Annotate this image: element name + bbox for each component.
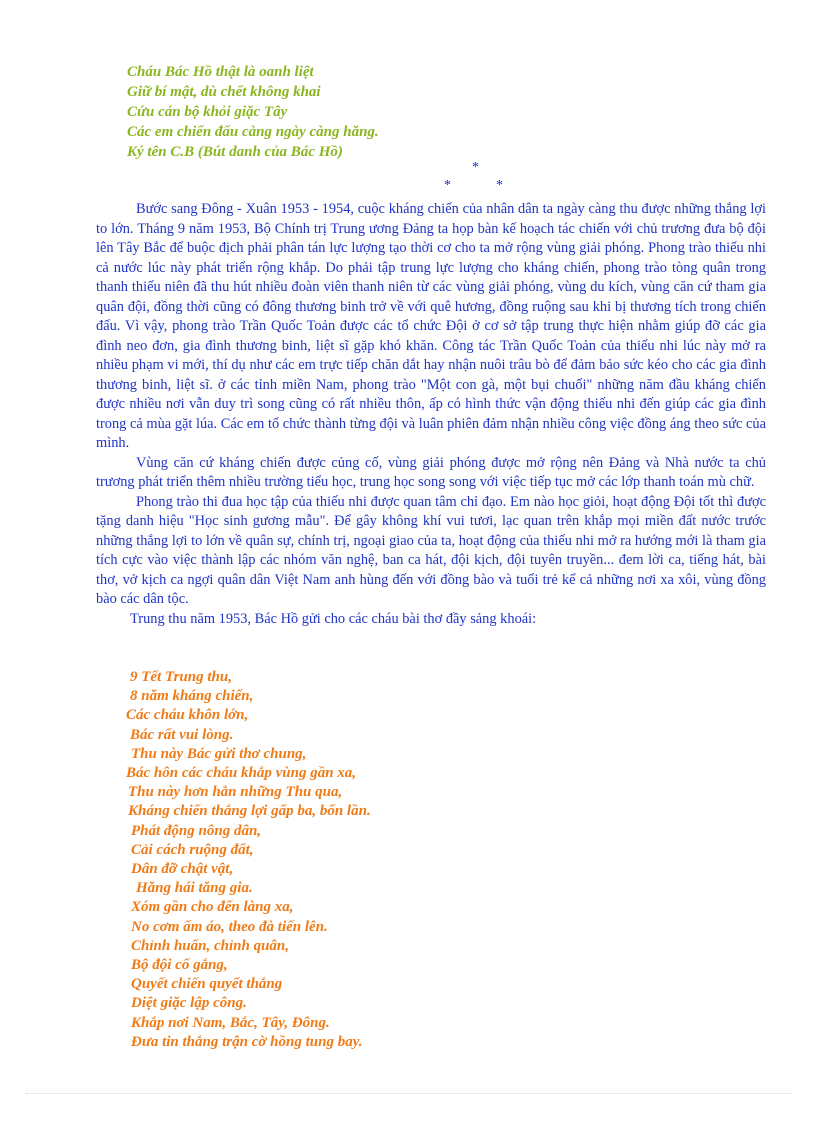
body-paragraph: Bước sang Đông - Xuân 1953 - 1954, cuộc kháng chiến của nhân dân ta ngày càng thu được những thắng lợi to lớn. Tháng 9 năm 1953, Bộ Chính trị Trung ương Đảng ta họp bàn kế hoạch tác chiến với chủ trương đưa bộ đội lên Tây Bắc để buộc địch phải phân tán lực lượng tạo thời cơ cho ta mở rộng vùng giải phóng. Phong trào thiếu nhi cả nước lúc này phát triển rộng khắp. Do phải tập trung lực lượng cho kháng chiến, phong trào tòng quân trong thanh thiếu niên đã thu hút nhiều đoàn viên thanh niên từ các vùng giải phóng, vùng du kích, vùng căn cứ tham gia quân đội, đồng thời cũng có đông thương binh trở về với quê hương, đồng ruộng sau khi bị thương tích trong chiến đấu. Vì vậy, phong trào Trần Quốc Toản được các tổ chức Đội ở cơ sở tập trung thực hiện nhằm giúp đỡ các gia đình neo đơn, gia đình thương binh, liệt sĩ gặp khó khăn. Công tác Trần Quốc Toản của thiếu nhi lúc này mở ra nhiều phạm vi mới, thí dụ như các em trực tiếp chăn dắt hay nhận nuôi trâu bò để đảm bảo sức kéo cho các gia đình thương binh, liệt sĩ. ở các tỉnh miền Nam, phong trào "Một con gà, một bụi chuối" những năm đầu kháng chiến được nhiều nơi vẫn duy trì song cũng có rất nhiều thôn, ấp có hình thức vận động thiếu nhi đến giúp các gia đình trong cả mùa gặt lúa. Các em tổ chức thành từng đội và luân phiên đảm nhận nhiều công việc đồng áng theo sức của mình. <box>96 201 766 451</box>
poem-intro-line: Trung thu năm 1953, Bác Hồ gửi cho các cháu bài thơ đầy sảng khoái: <box>130 610 537 627</box>
poem-bottom-line: Phát động nông dân, <box>131 822 262 839</box>
poem-top-line: Cháu Bác Hồ thật là oanh liệt <box>127 64 314 80</box>
poem-bottom-line: Thu này Bác gửi thơ chung, <box>131 745 307 762</box>
poem-bottom-line: Khắp nơi Nam, Bắc, Tây, Đông. <box>131 1014 330 1031</box>
poem-bottom-line: Các cháu khôn lớn, <box>126 707 249 724</box>
poem-bottom-line: Đưa tin thắng trận cờ hồng tung bay. <box>131 1033 363 1050</box>
poem-bottom-line: 9 Tết Trung thu, <box>130 669 232 685</box>
poem-bottom-line: Bộ đội cố gắng, <box>131 957 228 974</box>
poem-bottom-line: Cải cách ruộng đất, <box>131 841 254 858</box>
poem-bottom-line: Kháng chiến thắng lợi gấp ba, bốn lần. <box>128 803 371 820</box>
poem-top-line: Các em chiến đấu càng ngày càng hăng. <box>127 124 379 140</box>
section-separator <box>0 160 816 196</box>
page-footer-divider <box>26 1093 792 1094</box>
separator-star: * <box>496 178 503 193</box>
poem-bottom-line: Thu này hơn hẳn những Thu qua, <box>128 784 343 801</box>
body-paragraph: Vùng căn cứ kháng chiến được củng cố, vùng giải phóng được mở rộng nên Đảng và Nhà nước ta chủ trương phát triển thêm nhiều trường tiểu học, trung học song song với việc tiếp tục mở các lớp thanh toán mù chữ. <box>96 454 766 490</box>
poem-bottom-line: No cơm ấm áo, theo đà tiến lên. <box>131 918 328 935</box>
poem-top-line: Cứu cán bộ khỏi giặc Tây <box>127 104 288 120</box>
poem-bottom-line: Dân đỡ chật vật, <box>131 861 234 878</box>
poem-bottom-line: 8 năm kháng chiến, <box>130 688 254 705</box>
poem-top-signature: Ký tên C.B (Bút danh của Bác Hồ) <box>127 144 343 160</box>
poem-bottom <box>126 668 526 1052</box>
poem-bottom-line: Xóm gần cho đến làng xa, <box>131 899 294 916</box>
poem-bottom-line: Diệt giặc lập công. <box>131 995 247 1012</box>
body-text <box>96 200 766 629</box>
poem-bottom-line: Bác rất vui lòng. <box>130 726 234 743</box>
poem-bottom-line: Chỉnh huấn, chỉnh quân, <box>131 937 290 954</box>
poem-top <box>127 62 547 162</box>
poem-bottom-line: Quyết chiến quyết thắng <box>131 976 283 993</box>
separator-star: * <box>444 178 451 193</box>
poem-bottom-line: Hăng hái tăng gia. <box>136 880 253 897</box>
body-paragraph: Phong trào thi đua học tập của thiếu nhi được quan tâm chỉ đạo. Em nào học giỏi, hoạt động Đội tốt thì được tặng danh hiệu "Học sinh gương mẫu". Để gây không khí vui tươi, lạc quan trên khắp mọi miền đất nước trước những thắng lợi to lớn về quân sự, chính trị, ngoại giao của ta, hoạt động của thiếu nhi mở ra hướng mới là tham gia tích cực vào việc thành lập các nhóm văn nghệ, ban ca hát, đội kịch, đội tuyên truyền... đem lời ca, tiếng hát, bài thơ, vở kịch ca ngợi quân dân Việt Nam anh hùng đến với đồng bào và tuổi trẻ kể cả những nơi xa xôi, vùng đồng bào các dân tộc. <box>96 493 766 607</box>
poem-top-line: Giữ bí mật, dù chết không khai <box>127 84 321 100</box>
separator-star: * <box>472 160 479 175</box>
poem-bottom-line: Bác hôn các cháu khắp vùng gần xa, <box>126 765 357 782</box>
